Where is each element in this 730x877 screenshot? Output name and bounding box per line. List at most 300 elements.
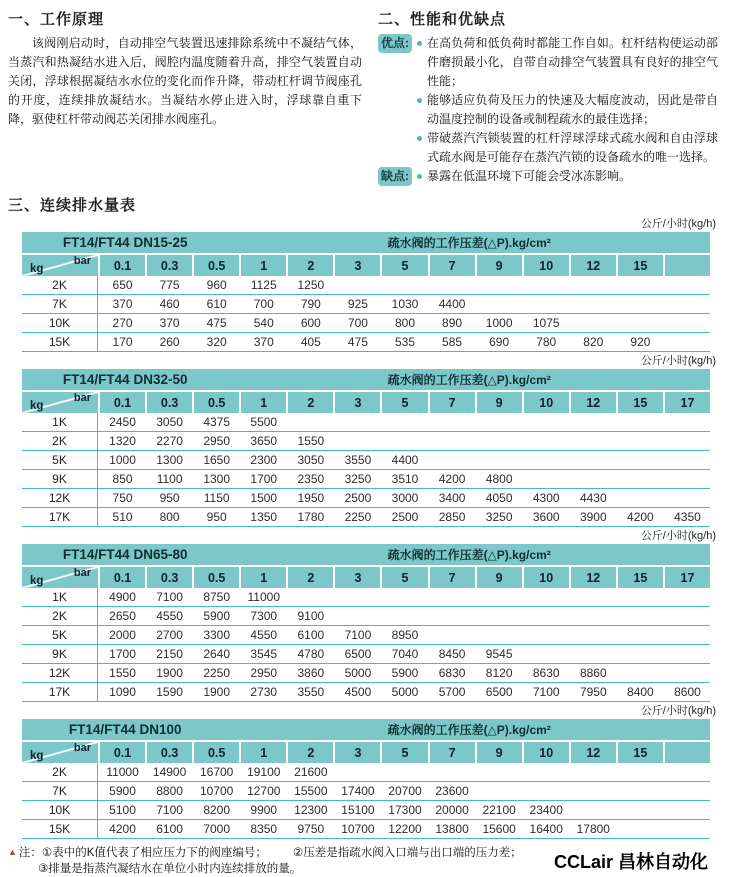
capacity-cell: 460 (159, 297, 180, 311)
capacity-cell: 270 (112, 316, 133, 330)
table-title-row (22, 544, 710, 565)
capacity-cell: 2850 (438, 510, 466, 524)
k-value-cell: 12K (22, 489, 98, 507)
pressure-diff-title: 疏水阀的工作压差(△P).kg/cm² (387, 373, 551, 387)
capacity-cell: 8800 (156, 784, 183, 798)
k-value-cell: 12K (22, 664, 98, 682)
capacity-cell (477, 432, 522, 450)
capacity-cell: 2500 (344, 491, 372, 505)
capacity-cell: 4200 (438, 472, 466, 486)
table-row (22, 626, 710, 645)
pressure-column-header: 0.1 (100, 255, 145, 276)
capacity-cell (571, 314, 616, 332)
capacity-cell: 8120 (485, 666, 513, 680)
capacity-cell (477, 626, 522, 644)
pressure-column-header: 0.1 (100, 392, 145, 413)
capacity-cell: 6500 (485, 685, 513, 699)
capacity-cell (618, 451, 663, 469)
capacity-cell: 585 (442, 335, 463, 349)
capacity-cell: 850 (112, 472, 133, 486)
capacity-cell: 2250 (203, 666, 231, 680)
capacity-cell (477, 451, 522, 469)
capacity-cell: 13800 (435, 822, 469, 836)
pressure-column-header: 9 (477, 392, 522, 413)
capacity-cell: 21600 (294, 765, 328, 779)
capacity-cell: 6500 (344, 647, 372, 661)
capacity-cell (618, 295, 663, 313)
k-value-cell: 2K (22, 763, 98, 781)
page-footer (8, 844, 718, 877)
pros-item: 带破蒸汽汽锁装置的杠杆浮球浮球式疏水阀和自由浮球式疏水阀是可能存在蒸汽汽锁的设备疏水的唯一选择。 (416, 129, 718, 167)
capacity-cell: 1250 (297, 278, 325, 292)
table-row (22, 470, 710, 489)
capacity-cell: 1000 (485, 316, 513, 330)
capacity-cell: 16400 (529, 822, 563, 836)
pressure-column-header: 15 (618, 255, 663, 276)
capacity-cell: 23600 (435, 784, 469, 798)
capacity-cell: 5900 (109, 784, 136, 798)
pressure-column-header: 0.5 (194, 742, 239, 763)
capacity-cell (665, 782, 710, 800)
capacity-cell: 1090 (109, 685, 136, 699)
capacity-cell: 15600 (482, 822, 516, 836)
capacity-cell: 4400 (438, 297, 466, 311)
table-row (22, 645, 710, 664)
capacity-cell: 800 (159, 510, 180, 524)
capacity-cell: 4900 (109, 590, 136, 604)
capacity-cell: 2640 (203, 647, 231, 661)
capacity-cell: 9100 (297, 609, 325, 623)
capacity-cell: 12200 (388, 822, 422, 836)
model-title: FT14/FT44 DN65-80 (62, 547, 188, 562)
capacity-cell (665, 820, 710, 838)
capacity-cell (665, 314, 710, 332)
capacity-cell: 2500 (391, 510, 419, 524)
capacity-cell (571, 413, 616, 431)
table-row (22, 295, 710, 314)
capacity-cell: 9900 (250, 803, 278, 817)
capacity-cell: 5900 (391, 666, 419, 680)
capacity-cell: 700 (347, 316, 368, 330)
capacity-cell: 1125 (250, 278, 277, 292)
note-label: 注： (18, 847, 42, 859)
capacity-cell (665, 607, 710, 625)
pressure-column-header: 3 (335, 255, 380, 276)
capacity-cell (382, 763, 427, 781)
capacity-cell (288, 413, 333, 431)
capacity-cell: 20000 (435, 803, 469, 817)
capacity-cell: 1100 (156, 472, 183, 486)
unit-label: 公斤/小时(kg/h) (640, 530, 716, 542)
table-title-row (22, 719, 710, 740)
capacity-table-block (8, 529, 718, 702)
k-value-cell: 2K (22, 276, 98, 294)
corner-kg-label: kg (30, 750, 44, 762)
capacity-cell: 9750 (297, 822, 325, 836)
capacity-table (22, 544, 710, 702)
capacity-cell (618, 820, 663, 838)
capacity-cell (335, 607, 380, 625)
capacity-cell (665, 413, 710, 431)
capacity-cell: 4300 (532, 491, 560, 505)
capacity-cell: 950 (206, 510, 227, 524)
capacity-cell: 800 (394, 316, 415, 330)
capacity-cell (665, 664, 710, 682)
pressure-column-header: 0.5 (194, 567, 239, 588)
k-value-cell: 9K (22, 645, 98, 663)
section-working-principle (8, 6, 362, 186)
capacity-cell: 7100 (156, 803, 183, 817)
model-title: FT14/FT44 DN15-25 (62, 235, 188, 250)
capacity-cell (524, 607, 569, 625)
pressure-column-header: 1 (241, 567, 286, 588)
capacity-cell (477, 295, 522, 313)
pressure-column-header: 9 (477, 567, 522, 588)
table-row (22, 763, 710, 782)
capacity-cell: 2730 (250, 685, 278, 699)
capacity-cell: 4430 (579, 491, 607, 505)
section3-title: 三、连续排水量表 (8, 197, 137, 214)
capacity-cell (571, 607, 616, 625)
capacity-cell (618, 413, 663, 431)
capacity-cell: 1700 (109, 647, 136, 661)
capacity-cell: 370 (112, 297, 133, 311)
capacity-cell: 20700 (388, 784, 422, 798)
capacity-cell (571, 801, 616, 819)
capacity-cell: 260 (159, 335, 180, 349)
capacity-cell: 8950 (391, 628, 419, 642)
corner-kg-label: kg (30, 400, 44, 412)
pressure-column-header: 2 (288, 567, 333, 588)
capacity-cell: 2450 (109, 415, 136, 429)
pressure-column-header: 2 (288, 392, 333, 413)
capacity-cell: 14900 (152, 765, 187, 779)
capacity-cell: 12300 (294, 803, 328, 817)
capacity-cell: 475 (206, 316, 227, 330)
capacity-cell: 960 (206, 278, 227, 292)
k-value-cell: 5K (22, 451, 98, 469)
capacity-cell: 11000 (106, 765, 139, 779)
capacity-cell (524, 782, 569, 800)
capacity-cell (618, 432, 663, 450)
capacity-cell: 4500 (344, 685, 372, 699)
capacity-cell: 5500 (250, 415, 278, 429)
capacity-cell: 6100 (156, 822, 183, 836)
capacity-cell (524, 470, 569, 488)
capacity-table-block (8, 354, 718, 527)
capacity-cell (430, 451, 475, 469)
capacity-cell (618, 276, 663, 294)
capacity-cell: 3050 (156, 415, 183, 429)
footnote-line-1 (8, 844, 522, 861)
kg-bar-corner-cell (22, 392, 98, 413)
capacity-cell: 1900 (203, 685, 231, 699)
capacity-cell: 2350 (297, 472, 325, 486)
section1-paragraph: 该阀刚启动时，自动排空气装置迅速排除系统中不凝结气体，当蒸汽和热凝结水进入后，阀腔内温度随着升高，排空气装置自动关闭，浮球根据凝结水水位的变化而作升降，带动杠杆调节阀座孔的开度，连续排放凝结水。当凝结水停止进入时，浮球靠自重下降，驱使杠杆带动阀芯关闭排水阀座孔。 (8, 36, 362, 126)
k-value-cell: 1K (22, 413, 98, 431)
table-title-row (22, 232, 710, 253)
capacity-cell (618, 763, 663, 781)
capacity-cell: 4200 (627, 510, 654, 524)
pressure-column-header: 5 (382, 392, 427, 413)
corner-kg-label: kg (30, 263, 44, 275)
cons-row (378, 167, 718, 186)
capacity-cell: 4800 (485, 472, 513, 486)
capacity-cell (618, 645, 663, 663)
corner-kg-label: kg (30, 575, 44, 587)
pressure-column-header: 7 (430, 255, 475, 276)
capacity-cell (524, 626, 569, 644)
capacity-cell: 890 (442, 316, 463, 330)
capacity-cell (618, 314, 663, 332)
k-value-cell: 9K (22, 470, 98, 488)
table-row (22, 432, 710, 451)
capacity-cell (665, 432, 710, 450)
capacity-cell: 820 (583, 335, 604, 349)
capacity-cell (335, 763, 380, 781)
capacity-cell (665, 276, 710, 294)
pressure-column-header: 7 (430, 742, 475, 763)
capacity-cell: 4350 (674, 510, 701, 524)
capacity-cell: 750 (112, 491, 133, 505)
pressure-column-header: 0.3 (147, 255, 192, 276)
capacity-cell (571, 645, 616, 663)
pressure-column-header: 1 (241, 392, 286, 413)
capacity-cell (524, 295, 569, 313)
capacity-cell: 4780 (297, 647, 325, 661)
capacity-cell (382, 607, 427, 625)
capacity-cell: 510 (112, 510, 133, 524)
pressure-column-header: 15 (618, 392, 663, 413)
pros-item: 能够适应负荷及压力的快速及大幅度波动，因此是带自动温度控制的设备或制程疏水的最佳选择； (416, 91, 718, 129)
capacity-cell (524, 276, 569, 294)
capacity-cell: 2650 (109, 609, 136, 623)
capacity-cell (665, 626, 710, 644)
pressure-column-header: 15 (618, 567, 663, 588)
capacity-cell (665, 763, 710, 781)
capacity-cell (430, 763, 475, 781)
table-header-row (22, 392, 710, 413)
capacity-cell (618, 470, 663, 488)
capacity-cell (382, 413, 427, 431)
pressure-column-header: 0.3 (147, 567, 192, 588)
capacity-cell: 1900 (156, 666, 183, 680)
footnote-3: ③排量是指蒸汽凝结水在单位小时内连续排放的量。 (38, 863, 302, 875)
table-header-row (22, 742, 710, 763)
capacity-cell: 17400 (341, 784, 375, 798)
capacity-cell (477, 276, 522, 294)
capacity-cell (477, 413, 522, 431)
capacity-cell: 1590 (156, 685, 183, 699)
pressure-diff-title: 疏水阀的工作压差(△P).kg/cm² (387, 236, 551, 250)
capacity-cell: 3000 (391, 491, 419, 505)
capacity-cell (618, 782, 663, 800)
capacity-cell: 170 (112, 335, 133, 349)
pressure-column-header: 3 (335, 567, 380, 588)
capacity-cell (477, 607, 522, 625)
capacity-cell: 7100 (344, 628, 372, 642)
capacity-table (22, 369, 710, 527)
capacity-cell (618, 489, 663, 507)
capacity-cell: 17800 (576, 822, 610, 836)
corner-bar-label: bar (73, 567, 91, 579)
pressure-column-header: 12 (571, 567, 616, 588)
capacity-cell: 7300 (250, 609, 278, 623)
unit-label: 公斤/小时(kg/h) (640, 218, 716, 230)
capacity-cell: 2300 (250, 453, 278, 467)
capacity-cell: 11000 (247, 590, 280, 604)
capacity-cell: 1780 (297, 510, 325, 524)
tables-container (8, 217, 718, 839)
capacity-cell: 1075 (532, 316, 560, 330)
pros-badge: 优点: (378, 34, 412, 53)
capacity-cell (477, 588, 522, 606)
capacity-cell: 3545 (250, 647, 278, 661)
pressure-column-header: 15 (618, 742, 663, 763)
capacity-cell: 5100 (109, 803, 136, 817)
k-value-cell: 10K (22, 314, 98, 332)
capacity-cell (335, 432, 380, 450)
cons-list (416, 167, 718, 186)
capacity-cell: 650 (112, 278, 133, 292)
capacity-cell (524, 645, 569, 663)
capacity-cell: 4375 (203, 415, 231, 429)
table-row (22, 508, 710, 527)
capacity-cell: 8860 (579, 666, 607, 680)
capacity-cell: 540 (253, 316, 274, 330)
capacity-cell: 22100 (482, 803, 516, 817)
capacity-cell (477, 782, 522, 800)
capacity-cell: 925 (347, 297, 368, 311)
capacity-cell: 3250 (344, 472, 372, 486)
capacity-cell (665, 295, 710, 313)
table-row (22, 820, 710, 839)
unit-label: 公斤/小时(kg/h) (640, 355, 716, 367)
pros-list (416, 34, 718, 167)
capacity-cell (430, 607, 475, 625)
capacity-cell (665, 451, 710, 469)
capacity-cell: 6100 (297, 628, 325, 642)
table-row (22, 314, 710, 333)
capacity-cell: 8450 (438, 647, 466, 661)
capacity-cell: 3510 (391, 472, 419, 486)
brand-logo-text: CCLair 昌林自动化 (553, 851, 708, 872)
capacity-cell: 1030 (391, 297, 419, 311)
table-row (22, 413, 710, 432)
table-header-row (22, 567, 710, 588)
capacity-cell: 1320 (109, 434, 136, 448)
capacity-cell (382, 588, 427, 606)
capacity-cell (335, 588, 380, 606)
k-value-cell: 15K (22, 820, 98, 838)
note-triangle-icon: ▲ (8, 847, 17, 857)
capacity-cell: 2950 (203, 434, 231, 448)
capacity-cell: 3550 (297, 685, 325, 699)
capacity-cell (524, 432, 569, 450)
capacity-cell (524, 451, 569, 469)
capacity-cell: 10700 (199, 784, 234, 798)
table-row (22, 782, 710, 801)
pressure-column-header: 12 (571, 742, 616, 763)
capacity-cell: 8400 (627, 685, 654, 699)
capacity-cell: 1550 (297, 434, 325, 448)
capacity-cell (477, 763, 522, 781)
pressure-column-header: 10 (524, 567, 569, 588)
capacity-cell (430, 626, 475, 644)
capacity-cell (430, 432, 475, 450)
capacity-cell: 790 (300, 297, 321, 311)
capacity-cell: 1350 (250, 510, 278, 524)
capacity-cell: 17300 (388, 803, 422, 817)
footnote-line-2 (8, 861, 522, 877)
capacity-cell: 5700 (438, 685, 466, 699)
capacity-cell: 2150 (156, 647, 183, 661)
k-value-cell: 17K (22, 683, 98, 701)
capacity-table-block (8, 217, 718, 352)
pressure-column-header: 1 (241, 255, 286, 276)
pressure-column-header: 0.3 (147, 392, 192, 413)
capacity-cell: 4050 (485, 491, 513, 505)
capacity-cell: 3650 (250, 434, 278, 448)
pressure-column-header: 5 (382, 255, 427, 276)
capacity-cell (571, 432, 616, 450)
capacity-cell: 3900 (579, 510, 607, 524)
capacity-cell: 23400 (529, 803, 563, 817)
corner-bar-label: bar (73, 742, 91, 754)
section-pros-cons (378, 6, 718, 186)
capacity-cell: 320 (206, 335, 227, 349)
footnote-2: ②压差是指疏水阀入口端与出口端的压力差； (292, 847, 522, 859)
capacity-cell: 19100 (247, 765, 281, 779)
capacity-cell: 1550 (109, 666, 136, 680)
capacity-cell (430, 413, 475, 431)
capacity-cell: 12700 (247, 784, 281, 798)
pressure-column-header: 12 (571, 392, 616, 413)
capacity-cell: 3860 (297, 666, 325, 680)
capacity-cell: 8630 (532, 666, 560, 680)
capacity-cell (571, 276, 616, 294)
k-value-cell: 15K (22, 333, 98, 351)
table-row (22, 451, 710, 470)
k-value-cell: 10K (22, 801, 98, 819)
capacity-cell: 3600 (532, 510, 560, 524)
capacity-cell: 3400 (438, 491, 466, 505)
pressure-column-header: 12 (571, 255, 616, 276)
pressure-column-header: 3 (335, 742, 380, 763)
capacity-cell: 1000 (109, 453, 136, 467)
pressure-column-header: 7 (430, 392, 475, 413)
pressure-column-header: 9 (477, 255, 522, 276)
capacity-table (22, 232, 710, 352)
capacity-cell: 15100 (341, 803, 375, 817)
capacity-cell (571, 451, 616, 469)
k-value-cell: 2K (22, 432, 98, 450)
pros-item: 在高负荷和低负荷时都能工作自如。杠杆结构使运动部件磨损最小化，自带自动排空气装置具有良好的排空气性能； (416, 34, 718, 91)
pressure-column-header: 17 (665, 392, 710, 413)
capacity-cell (665, 645, 710, 663)
capacity-cell: 920 (630, 335, 651, 349)
corner-bar-label: bar (73, 255, 91, 267)
capacity-cell: 15500 (294, 784, 328, 798)
capacity-cell: 10700 (341, 822, 375, 836)
capacity-cell (524, 588, 569, 606)
pressure-column-header: 5 (382, 567, 427, 588)
capacity-cell: 9545 (485, 647, 513, 661)
capacity-cell: 2000 (109, 628, 136, 642)
capacity-cell (571, 626, 616, 644)
capacity-cell (335, 276, 380, 294)
table-title-row (22, 369, 710, 390)
